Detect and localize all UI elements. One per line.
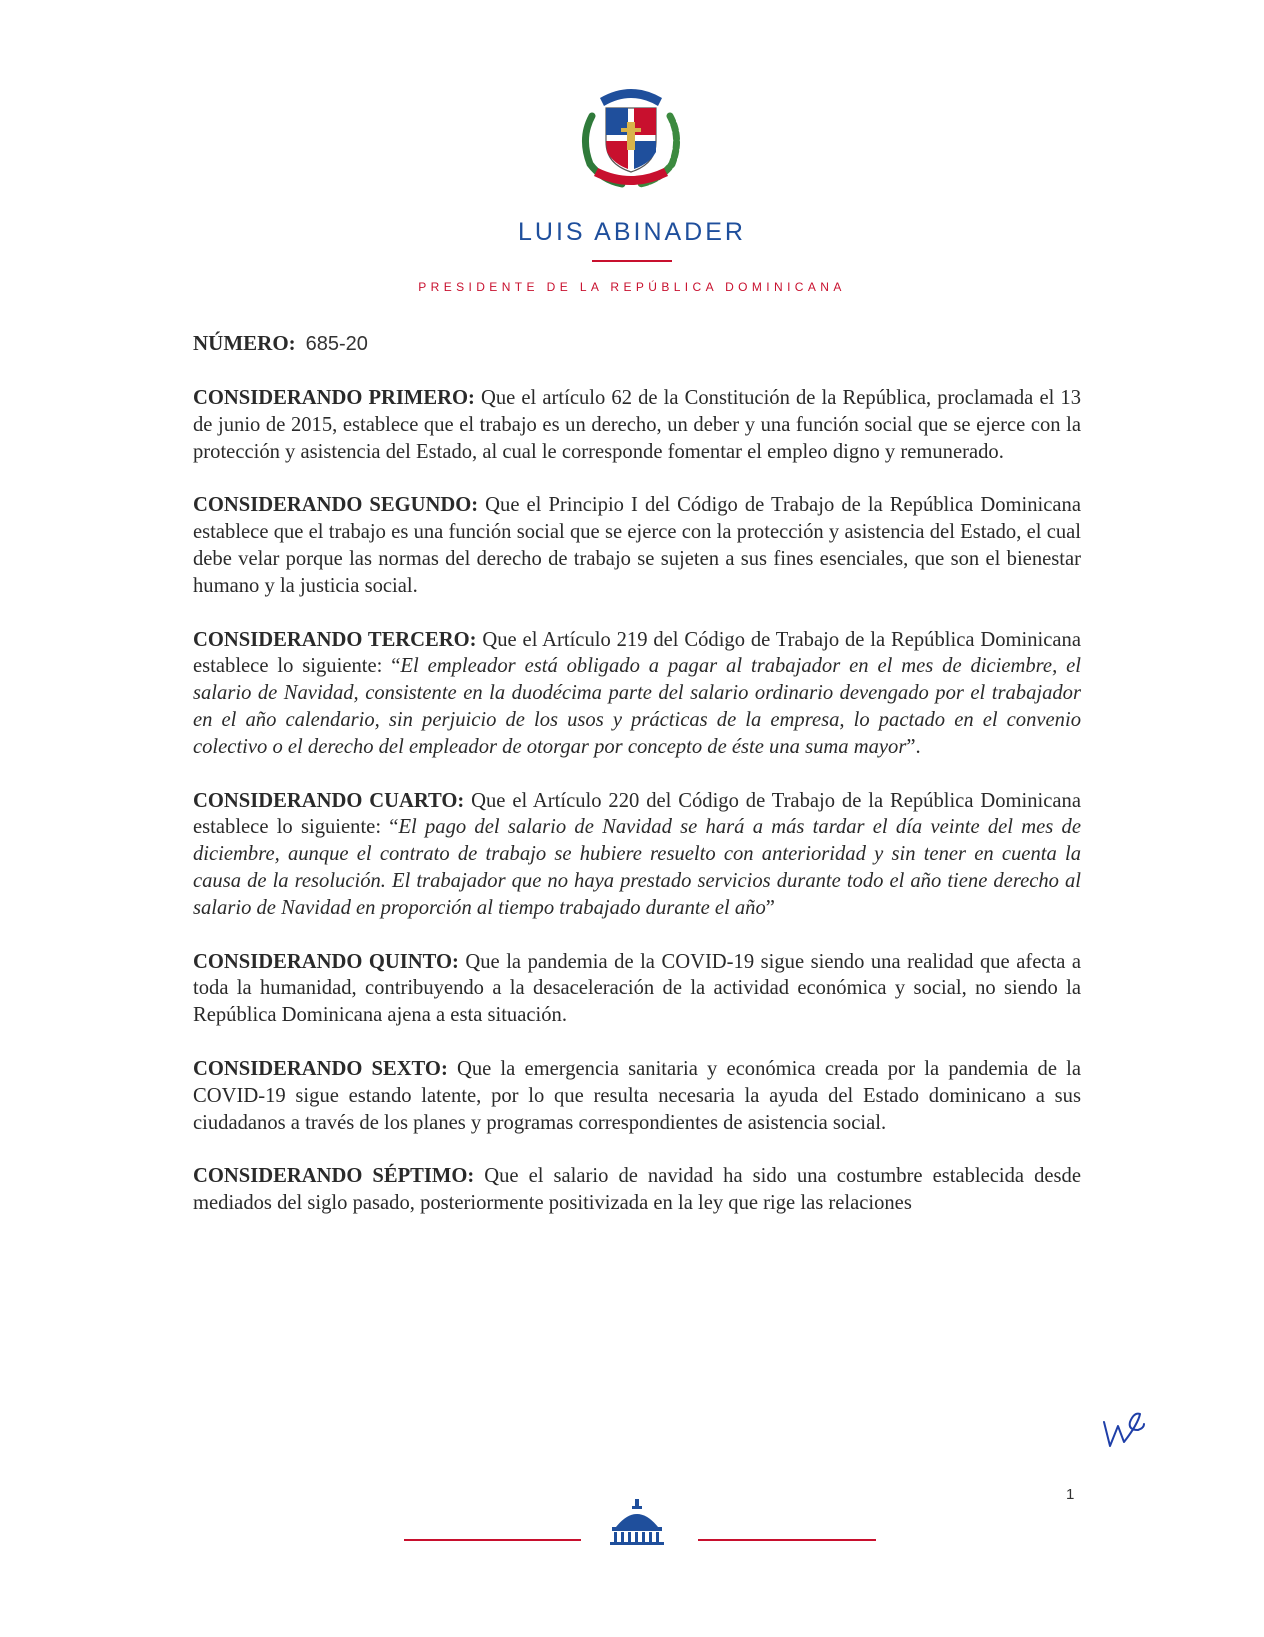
paragraph-text: Que la pandemia de la COVID-19 sigue siendo una realidad que afecta a toda la humanidad, contribuyendo a la desaceleración de la actividad económica y social, no siendo la República Dominicana ajena a esta situación. bbox=[193, 950, 1081, 1027]
page-number: 1 bbox=[1066, 1486, 1075, 1503]
paragraph-considerando-cuarto bbox=[193, 788, 1081, 922]
paragraph-considerando-segundo bbox=[193, 492, 1081, 599]
paragraph-heading: CONSIDERANDO PRIMERO: bbox=[193, 387, 475, 409]
footer-divider-left bbox=[404, 1539, 581, 1541]
footer-divider-right bbox=[698, 1539, 876, 1541]
paragraph-text: Que el artículo 62 de la Constitución de la República, proclamada el 13 de junio de 2015, establece que el trabajo es un derecho, un deber y una función social que se ejerce con la protección y asistencia del Estado, al cual le corresponde fomentar el empleo digno y remunerado. bbox=[193, 387, 1082, 463]
paragraph-text: Que el Artículo 219 del Código de Trabajo de la República Dominicana establece lo siguiente: “ bbox=[193, 628, 1081, 678]
paragraph-considerando-tercero bbox=[193, 627, 1081, 761]
paragraph-text: Que el salario de navidad ha sido una costumbre establecida desde mediados del siglo pasado, posteriormente positivizada en la ley que rige las relaciones bbox=[193, 1165, 1081, 1215]
paragraph-quote: El empleador está obligado a pagar al trabajador en el mes de diciembre, el salario de Navidad, consistente en la duodécima parte del salario ordinario devengado por el trabajador en el año calendario, sin perjuicio de los usos y prácticas de la empresa, lo pactado en el convenio colectivo o el derecho del empleador de otorgar por concepto de éste una suma mayor bbox=[193, 655, 1081, 758]
paragraph-text: Que el Principio I del Código de Trabajo de la República Dominicana establece que el trabajo es una función social que se ejerce con la protección y asistencia del Estado, el cual debe velar porque las normas del derecho de trabajo se sujeten a sus fines esenciales, que son el bienestar humano y la justicia social. bbox=[193, 494, 1081, 597]
decree-number bbox=[193, 331, 368, 356]
paragraph-heading: CONSIDERANDO SEGUNDO: bbox=[193, 494, 479, 517]
paragraph-considerando-quinto bbox=[193, 949, 1081, 1029]
signature-initials bbox=[1098, 1408, 1148, 1450]
letterhead-divider bbox=[592, 260, 672, 262]
paragraph-text: Que el Artículo 220 del Código de Trabajo de la República Dominicana establece lo siguiente: “ bbox=[193, 789, 1081, 839]
paragraph-text: Que la emergencia sanitaria y económica creada por la pandemia de la COVID-19 sigue estando latente, por lo que resulta necesaria la ayuda del Estado dominicano a sus ciudadanos a través de los planes y programas correspondientes de asistencia social. bbox=[193, 1057, 1081, 1134]
letterhead-name: LUIS ABINADER bbox=[518, 218, 746, 246]
paragraph-heading: CONSIDERANDO CUARTO: bbox=[193, 789, 465, 812]
paragraph-considerando-primero bbox=[193, 385, 1081, 465]
decree-number-label: NÚMERO: bbox=[193, 331, 296, 355]
paragraph-heading: CONSIDERANDO TERCERO: bbox=[193, 628, 477, 651]
letterhead-title: PRESIDENTE DE LA REPÚBLICA DOMINICANA bbox=[418, 280, 846, 294]
paragraph-considerando-sexto bbox=[193, 1056, 1081, 1136]
document-body bbox=[193, 385, 1081, 1244]
paragraph-quote: El pago del salario de Navidad se hará a más tardar el día veinte del mes de diciembre, aunque el contrato de trabajo se hubiere resuelto con anterioridad y sin tener en cuenta la causa de la resolución. El trabajador que no haya prestado servicios durante todo el año tiene derecho al salario de Navidad en proporción al tiempo trabajado durante el año bbox=[193, 816, 1081, 919]
paragraph-tail: ”. bbox=[906, 735, 921, 758]
paragraph-heading: CONSIDERANDO SÉPTIMO: bbox=[193, 1165, 475, 1188]
paragraph-considerando-septimo bbox=[193, 1163, 1081, 1217]
decree-number-value: 685-20 bbox=[305, 333, 368, 355]
paragraph-tail: ” bbox=[765, 896, 775, 919]
paragraph-heading: CONSIDERANDO SEXTO: bbox=[193, 1057, 448, 1080]
coat-of-arms-icon bbox=[572, 76, 690, 194]
paragraph-heading: CONSIDERANDO QUINTO: bbox=[193, 950, 459, 973]
national-palace-dome-icon bbox=[604, 1497, 670, 1547]
